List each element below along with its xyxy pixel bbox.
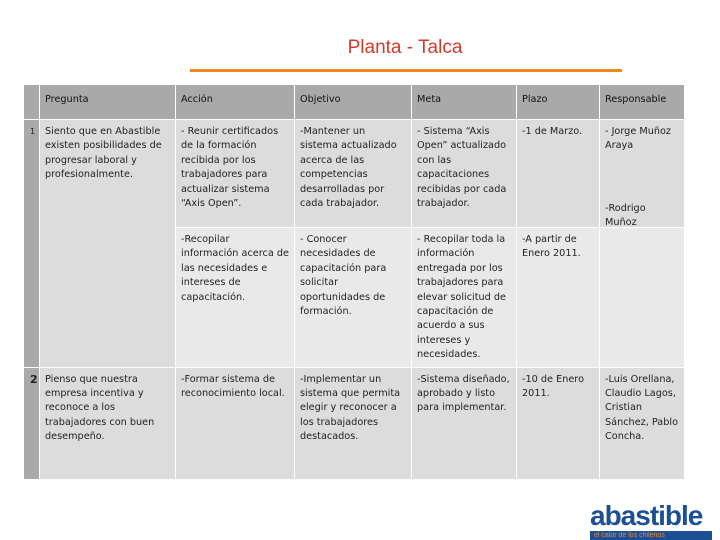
cell-objetivo: -Implementar un sistema que permita elegir y reconocer a los trabajadores destacados. (295, 367, 412, 479)
header-pregunta: Pregunta (40, 85, 176, 120)
cell-objetivo: -Mantener un sistema actualizado acerca de las competencias desarrolladas por cada trabajador. (295, 120, 412, 228)
action-plan-table (23, 84, 684, 479)
table-header-row (24, 85, 684, 120)
cell-responsable: -Luis Orellana, Claudio Lagos, Cristian Sánchez, Pablo Concha. (600, 367, 684, 479)
header-objetivo: Objetivo (295, 85, 412, 120)
table-row (24, 120, 684, 228)
row-number: 2 (24, 367, 40, 479)
cell-meta: - Recopilar toda la información entregada por los trabajadores para elevar solicitud de capacitación de acuerdo a sus intereses y necesidades. (412, 228, 517, 368)
header-plazo: Plazo (517, 85, 600, 120)
cell-responsable: - Jorge Muñoz Araya (600, 120, 684, 228)
cell-accion: -Formar sistema de reconocimiento local. (176, 367, 295, 479)
header-accion: Acción (176, 85, 295, 120)
logo-wordmark: abastible (590, 500, 703, 531)
cell-responsable (600, 203, 684, 368)
cell-meta: - Sistema “Axis Open” actualizado con las capacitaciones recibidas por cada trabajador. (412, 120, 517, 228)
cell-accion: - Reunir certificados de la formación recibida por los trabajadores para actualizar sistema “Axis Open”. (176, 120, 295, 228)
cell-objetivo: - Conocer necesidades de capacitación para solicitar oportunidades de formación. (295, 228, 412, 368)
row-number: 1 (24, 120, 40, 368)
header-responsable: Responsable (600, 85, 684, 120)
responsable-text: -Rodrigo Muñoz (605, 203, 646, 229)
cell-plazo: -1 de Marzo. (517, 120, 600, 228)
table-row (24, 367, 684, 479)
cell-pregunta: Siento que en Abastible existen posibilidades de progresar laboral y profesionalmente. (40, 120, 176, 368)
cell-pregunta: Pienso que nuestra empresa incentiva y reconoce a los trabajadores con buen desempeño. (40, 367, 176, 479)
abastible-logo (590, 500, 712, 540)
cell-accion: -Recopilar información acerca de las necesidades e intereses de capacitación. (176, 228, 295, 368)
logo-tagline: el calor de los chilenos (594, 532, 665, 539)
slide-title: Planta - Talca (347, 37, 463, 58)
cell-plazo: -10 de Enero 2011. (517, 367, 600, 479)
header-meta: Meta (412, 85, 517, 120)
cell-plazo: -A partir de Enero 2011. (517, 228, 600, 368)
header-index (24, 85, 40, 120)
title-underline (190, 69, 622, 72)
cell-meta: -Sistema diseñado, aprobado y listo para implementar. (412, 367, 517, 479)
